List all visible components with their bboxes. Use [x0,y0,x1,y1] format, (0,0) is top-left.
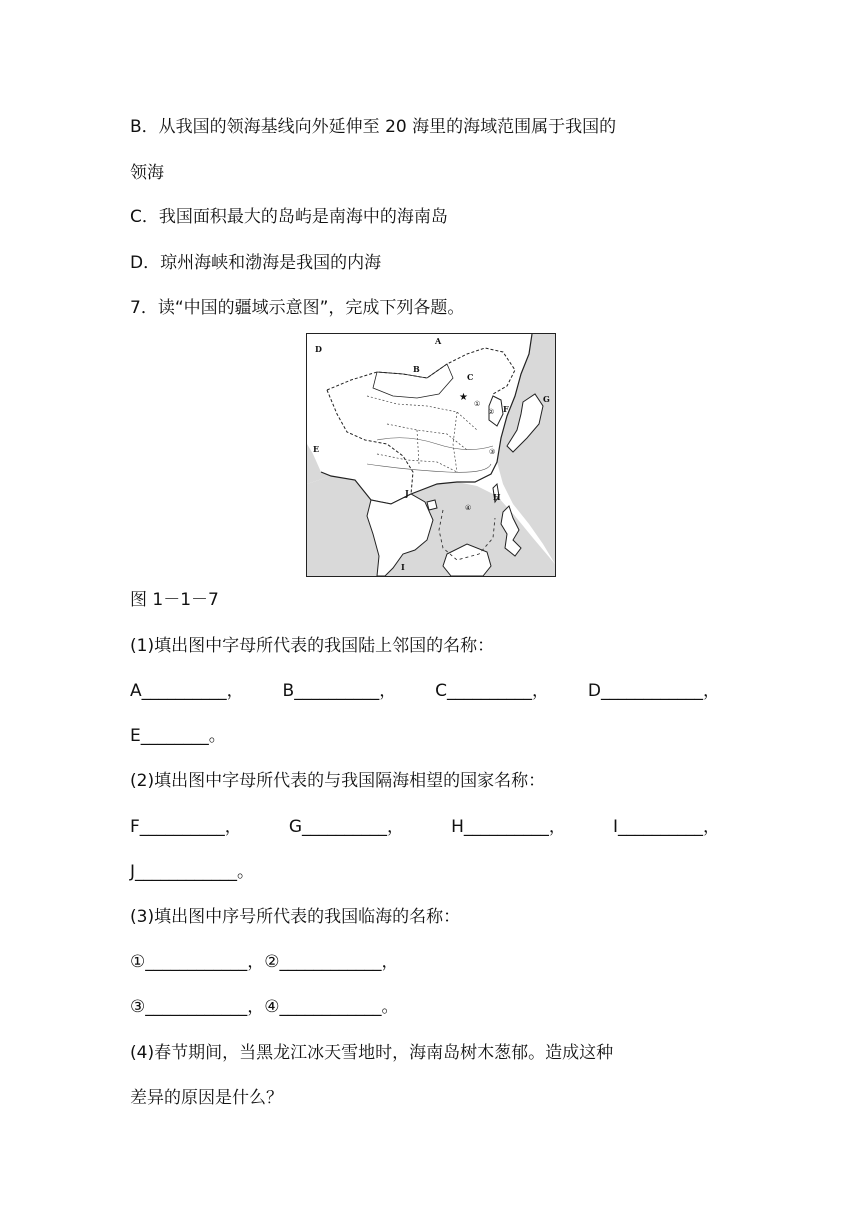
sub1-prompt: (1)填出图中字母所代表的我国陆上邻国的名称： [130,636,495,656]
option-b-line1: B．从我国的领海基线向外延伸至 20 海里的海域范围属于我国的 [130,117,617,137]
map-number-3: ③ [489,448,496,456]
hainan-island [427,500,437,510]
sub2-blank-row [130,817,720,837]
map-label-j: J [405,488,409,498]
sub3-blank-row-2[interactable]: ③____________，④____________。 [130,997,399,1017]
map-number-2: ② [488,408,495,416]
question-7: 7．读“中国的疆域示意图”，完成下列各题。 [130,298,465,318]
figure-caption: 图 1－1－7 [130,590,219,610]
map-number-4: ④ [465,504,472,512]
sub3-prompt: (3)填出图中序号所代表的我国临海的名称： [130,907,461,927]
blank-f[interactable]: F__________， [130,817,242,837]
blank-a[interactable]: A__________， [130,681,244,701]
option-c: C．我国面积最大的岛屿是南海中的海南岛 [130,207,448,227]
map-label-e: E [313,444,320,454]
blank-i[interactable]: I__________， [612,817,720,837]
map-label-i: I [401,562,405,572]
china-national-border [327,348,515,494]
option-d: D．琼州海峡和渤海是我国的内海 [130,253,382,273]
sub3-blank-row-1[interactable]: ①____________，②____________， [130,952,399,972]
provincial-borders [367,396,477,472]
map-number-1: ① [474,400,481,408]
sub4-line1: (4)春节期间，当黑龙江冰天雪地时，海南岛树木葱郁。造成这种 [130,1043,614,1063]
map-label-f: F [503,404,509,414]
sub2-prompt: (2)填出图中字母所代表的与我国隔海相望的国家名称： [130,771,546,791]
blank-b[interactable]: B__________， [282,681,397,701]
blank-g[interactable]: G__________， [288,817,405,837]
map-label-h: H [493,492,501,502]
map-label-b: B [413,364,420,374]
map-label-c: C [467,372,474,382]
option-b-line2: 领海 [130,163,164,183]
map-label-g: G [543,394,550,404]
capital-star-icon: ★ [459,392,468,403]
blank-j[interactable]: J____________。 [130,862,255,882]
sub4-line2: 差异的原因是什么？ [130,1088,283,1108]
china-territory-map [306,333,556,577]
blank-c[interactable]: C__________， [435,681,549,701]
blank-h[interactable]: H__________， [451,817,566,837]
map-label-a: A [435,336,442,346]
river-lines [367,438,496,473]
blank-e[interactable]: E________。 [130,726,226,746]
sub1-blank-row [130,681,720,701]
blank-d[interactable]: D____________， [587,681,720,701]
map-label-d: D [315,344,322,354]
